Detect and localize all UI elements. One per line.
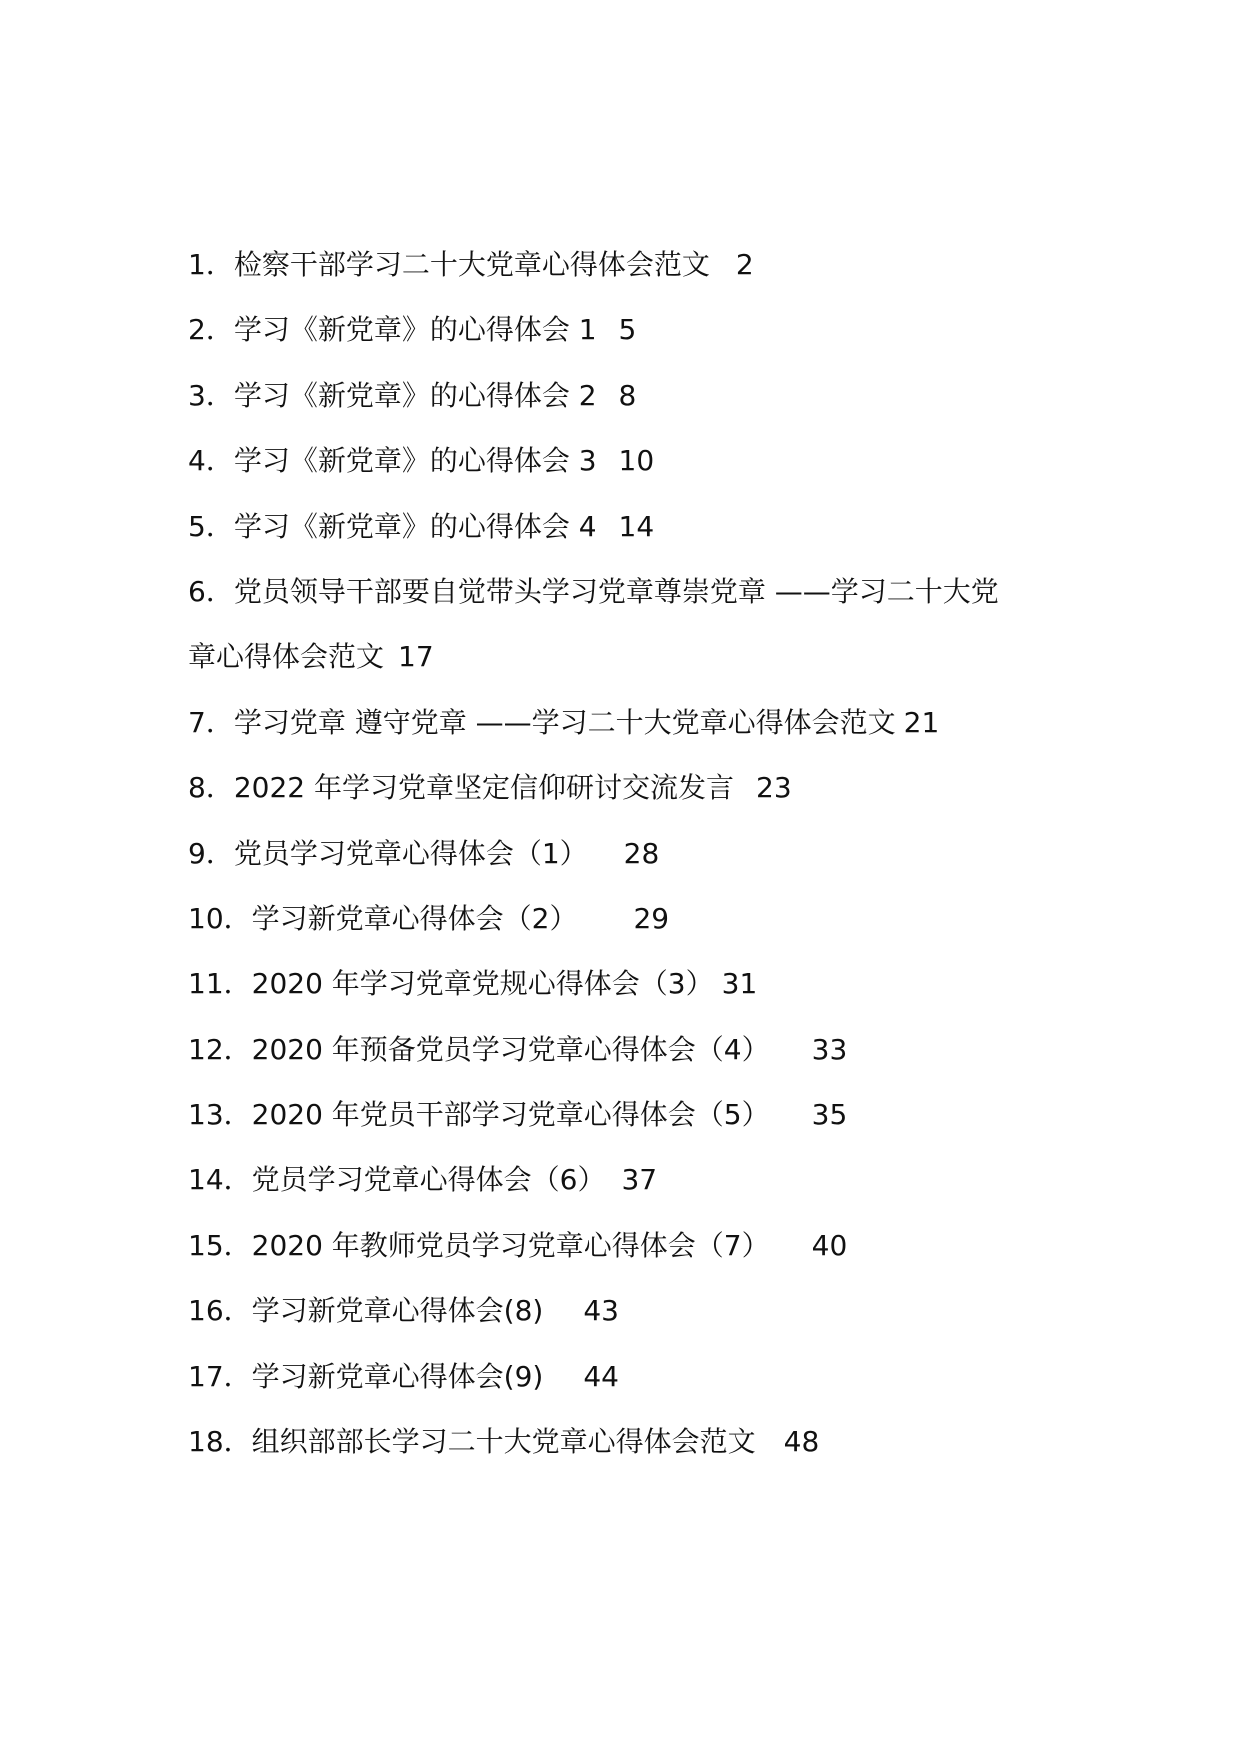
toc-entry-page: 35 xyxy=(811,1098,848,1132)
toc-entry[interactable] xyxy=(188,821,1088,886)
toc-entry-page: 48 xyxy=(783,1425,820,1459)
toc-entry-page: 21 xyxy=(903,705,940,739)
toc-entry-title: 2020 年党员干部学习党章心得体会（5） xyxy=(251,1098,770,1132)
toc-entry[interactable] xyxy=(188,1409,1088,1474)
toc-entry-title: 学习新党章心得体会(9) xyxy=(251,1359,544,1393)
toc-entry-continuation[interactable] xyxy=(188,624,1088,689)
toc-entry-number: 6． xyxy=(188,574,234,608)
toc-entry-page: 14 xyxy=(618,509,655,543)
toc-entry-title: 2020 年教师党员学习党章心得体会（7） xyxy=(251,1228,770,1262)
toc-entry[interactable] xyxy=(188,1082,1088,1147)
toc-entry-number: 14． xyxy=(188,1163,252,1197)
toc-entry-number: 10． xyxy=(188,901,252,935)
toc-entry[interactable] xyxy=(188,1344,1088,1409)
toc-entry-title: 学习新党章心得体会(8) xyxy=(251,1294,544,1328)
toc-entry-title-continued: 章心得体会范文 xyxy=(188,640,385,674)
toc-entry-number: 8． xyxy=(188,771,234,805)
toc-entry-page: 29 xyxy=(633,901,670,935)
toc-entry-number: 17． xyxy=(188,1359,252,1393)
toc-entry-page: 2 xyxy=(735,248,754,281)
toc-entry-page: 8 xyxy=(618,378,637,412)
toc-entry-title: 学习《新党章》的心得体会 1 xyxy=(233,313,597,347)
toc-entry-title: 检察干部学习二十大党章心得体会范文 xyxy=(233,248,710,281)
toc-entry-page: 10 xyxy=(618,444,655,478)
toc-entry-page: 44 xyxy=(583,1359,619,1393)
toc-entry-title: 学习《新党章》的心得体会 2 xyxy=(233,378,597,412)
toc-entry-page: 31 xyxy=(721,967,758,1001)
toc-entry[interactable] xyxy=(188,363,1088,428)
toc-entry-number: 5． xyxy=(188,509,234,543)
toc-entry-number: 18． xyxy=(188,1425,252,1459)
toc-entry-title: 学习《新党章》的心得体会 4 xyxy=(233,509,597,543)
toc-entry[interactable] xyxy=(188,232,1088,297)
toc-entry-page: 43 xyxy=(583,1294,619,1328)
toc-entry[interactable] xyxy=(188,886,1088,951)
toc-entry[interactable] xyxy=(188,755,1088,820)
toc-entry-number: 4． xyxy=(188,444,234,478)
toc-entry-page: 37 xyxy=(621,1163,658,1197)
toc-entry-title: 党员学习党章心得体会（1） xyxy=(233,836,588,870)
toc-entry-number: 16． xyxy=(188,1294,252,1328)
toc-entry[interactable] xyxy=(188,559,1088,624)
toc-entry-title: 学习党章 遵守党章 ——学习二十大党章心得体会范文 xyxy=(233,705,896,739)
toc-entry-page: 17 xyxy=(398,640,434,674)
toc-entry[interactable] xyxy=(188,951,1088,1016)
toc-entry-number: 1． xyxy=(188,248,234,281)
toc-entry[interactable] xyxy=(188,690,1088,755)
toc-entry-title: 2020 年学习党章党规心得体会（3） xyxy=(251,967,714,1001)
toc-entry-title: 学习《新党章》的心得体会 3 xyxy=(233,444,597,478)
toc-entry[interactable] xyxy=(188,428,1088,493)
toc-entry-title: 组织部部长学习二十大党章心得体会范文 xyxy=(251,1425,756,1459)
toc-entry-page: 23 xyxy=(756,771,792,805)
toc-entry-number: 3． xyxy=(188,378,234,412)
toc-entry-number: 12． xyxy=(188,1032,252,1066)
toc-entry-page: 28 xyxy=(623,836,660,870)
toc-entry-title: 党员领导干部要自觉带头学习党章尊崇党章 ——学习二十大党 xyxy=(233,574,999,608)
toc-entry[interactable] xyxy=(188,1278,1088,1343)
toc-entry-number: 9． xyxy=(188,836,234,870)
toc-entry-number: 13． xyxy=(188,1098,252,1132)
toc-entry-number: 11． xyxy=(188,967,252,1001)
toc-entry-number: 7． xyxy=(188,705,234,739)
toc-entry-title: 党员学习党章心得体会（6） xyxy=(251,1163,606,1197)
toc-entry[interactable] xyxy=(188,1017,1088,1082)
toc-entry-page: 40 xyxy=(811,1228,848,1262)
toc-entry-number: 2． xyxy=(188,313,234,347)
toc-entry-page: 5 xyxy=(618,313,637,347)
toc-entry-title: 2020 年预备党员学习党章心得体会（4） xyxy=(251,1032,770,1066)
toc-entry-title: 学习新党章心得体会（2） xyxy=(251,901,578,935)
toc-entry-number: 15． xyxy=(188,1228,252,1262)
table-of-contents xyxy=(188,232,1088,1474)
toc-entry[interactable] xyxy=(188,1213,1088,1278)
toc-entry[interactable] xyxy=(188,494,1088,559)
toc-entry[interactable] xyxy=(188,297,1088,362)
toc-entry[interactable] xyxy=(188,1147,1088,1212)
toc-entry-title: 2022 年学习党章坚定信仰研讨交流发言 xyxy=(233,771,734,805)
toc-entry-page: 33 xyxy=(811,1032,848,1066)
